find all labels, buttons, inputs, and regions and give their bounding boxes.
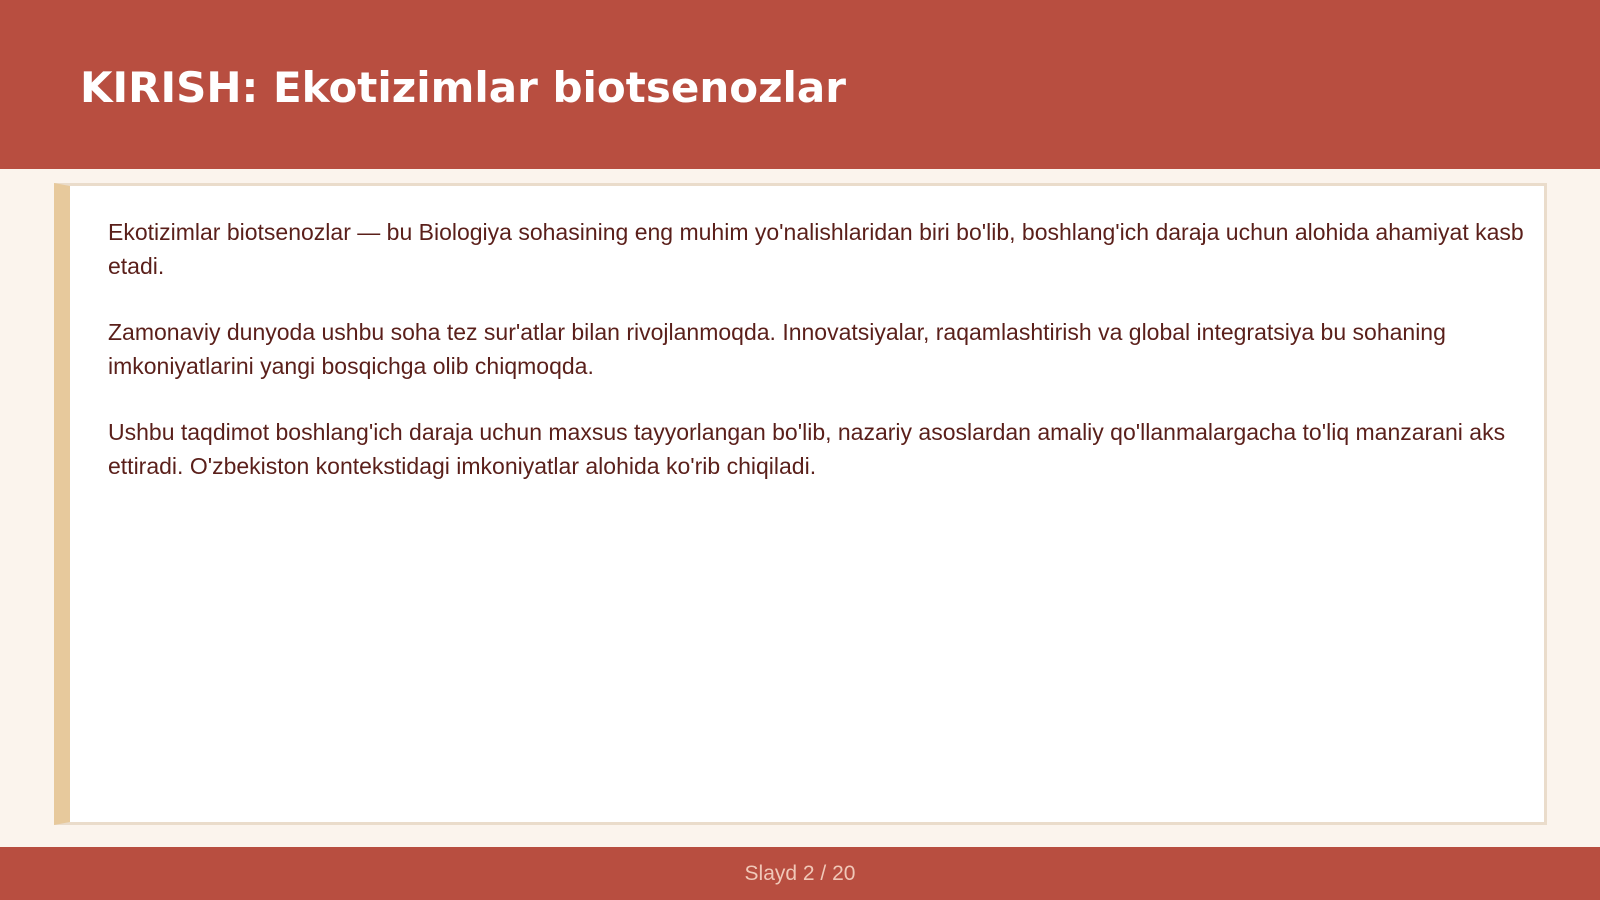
slide-title: KIRISH: Ekotizimlar biotsenozlar bbox=[80, 63, 846, 112]
footer-bar bbox=[0, 847, 1600, 900]
paragraph-presentation: Ushbu taqdimot boshlang'ich daraja uchun maxsus tayyorlangan bo'lib, nazariy asoslardan amaliy qo'llanmalargacha to'liq manzarani aks ettiradi. O'zbekiston kontekstidagi imkoniyatlar alohida ko'rib chiqiladi. bbox=[108, 419, 1506, 479]
header-bar bbox=[0, 0, 1600, 169]
paragraph-modern: Zamonaviy dunyoda ushbu soha tez sur'atlar bilan rivojlanmoqda. Innovatsiyalar, raqamlashtirish va global integratsiya bu sohaning imkoniyatlarini yangi bosqichga olib chiqmoqda. bbox=[108, 319, 1446, 379]
paragraph-intro: Ekotizimlar biotsenozlar — bu Biologiya sohasining eng muhim yo'nalishlaridan biri bo'lib, boshlang'ich daraja uchun alohida ahamiyat kasb etadi. bbox=[108, 219, 1524, 279]
slide-counter: Slayd 2 / 20 bbox=[744, 862, 856, 885]
content-card bbox=[54, 183, 1547, 825]
